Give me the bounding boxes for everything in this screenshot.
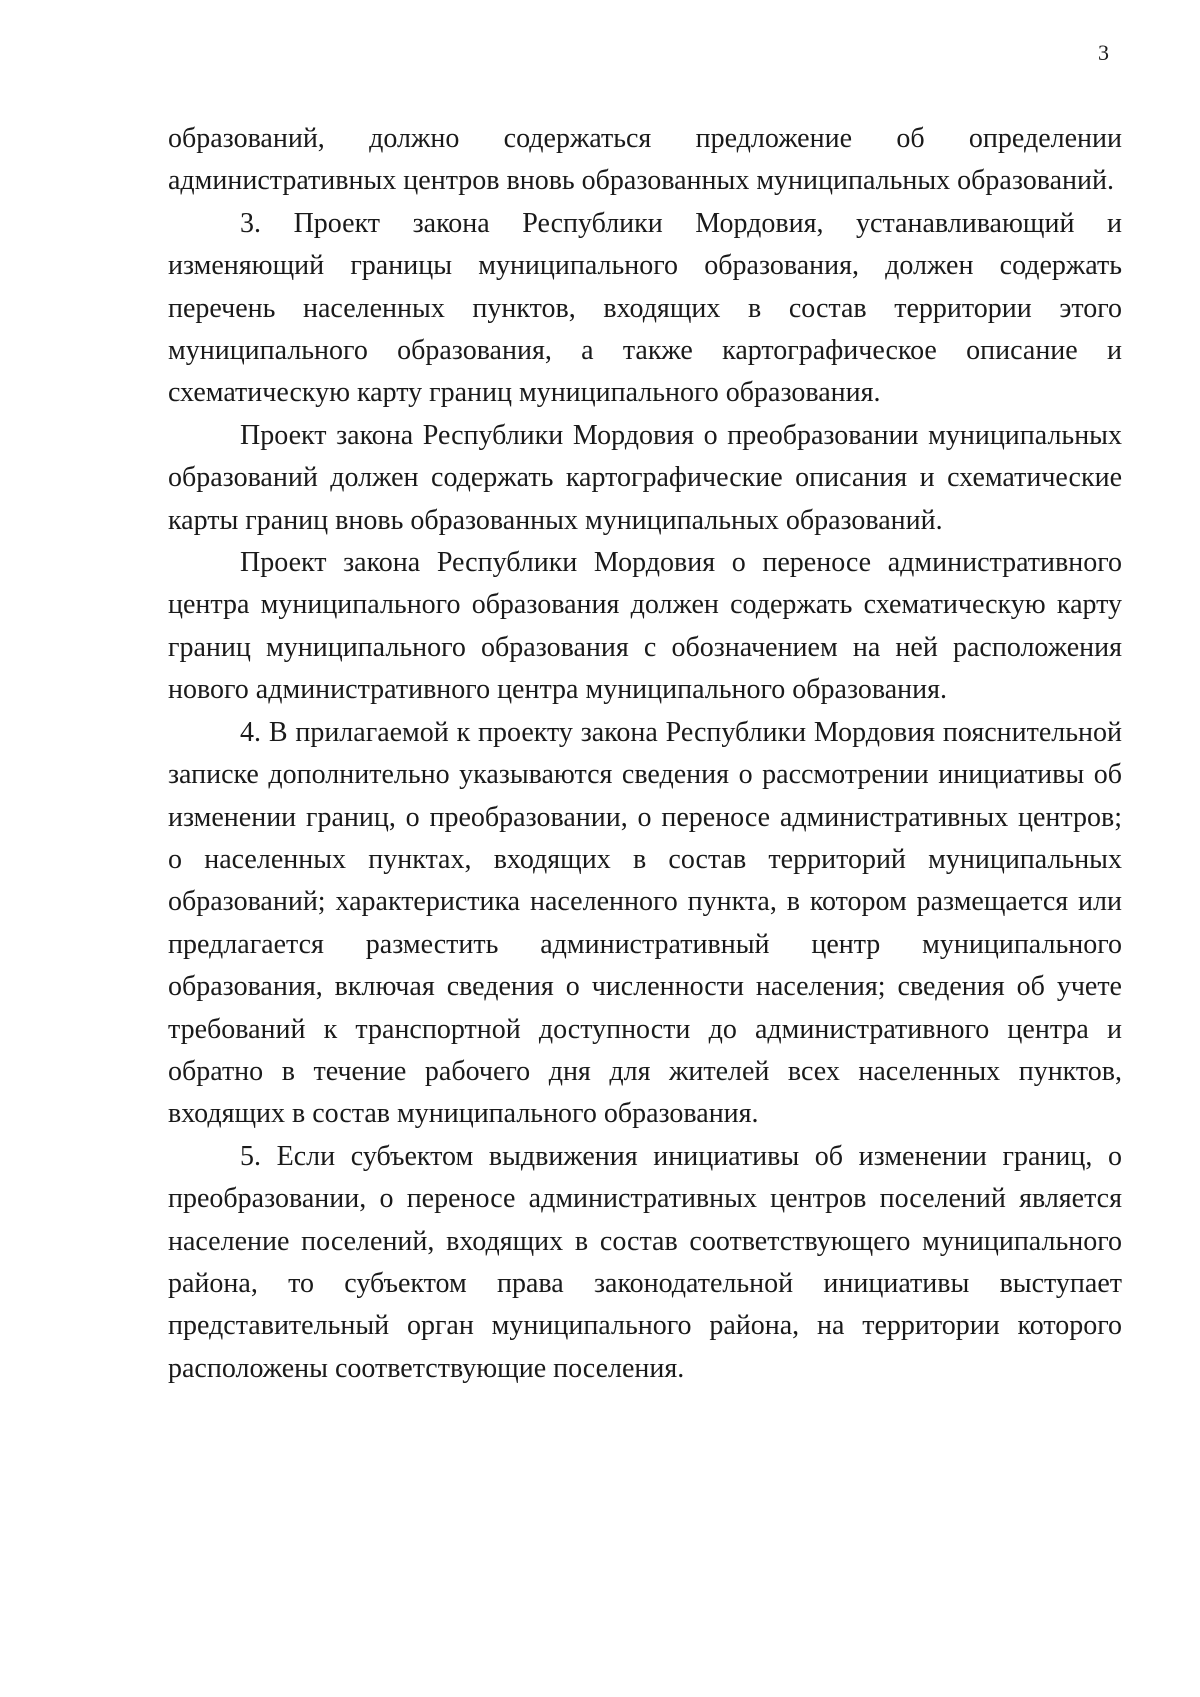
document-body [168,118,1122,1390]
paragraph-section-3: 3. Проект закона Республики Мордовия, устанавливающий и изменяющий границы муниципального образования, должен содержать перечень населенных пунктов, входящих в состав территории этого муниципального образования, а также картографическое описание и схематическую карту границ муниципального образования. [168,207,1122,409]
paragraph-section-5: 5. Если субъектом выдвижения инициативы об изменении границ, о преобразовании, о переносе административных центров поселений является население поселений, входящих в состав соответствующего муниципального района, то субъектом права законодательной инициативы выступает представительный орган муниципального района, на территории которого расположены соответствующие поселения. [168,1140,1122,1384]
page-number: 3 [1098,40,1109,65]
paragraph-admin-center-transfer: Проект закона Республики Мордовия о переносе административного центра муниципального образования должен содержать схематическую карту границ муниципального образования с обозначением на ней расположения нового административного центра муниципального образования. [168,547,1122,706]
paragraph-section-4: 4. В прилагаемой к проекту закона Республики Мордовия пояснительной записке дополнительно указываются сведения о рассмотрении инициативы об изменении границ, о преобразовании, о переносе административных центров; о населенных пунктах, входящих в состав территорий муниципальных образований; характеристика населенного пункта, в котором размещается или предлагается разместить административный центр муниципального образования, включая сведения о численности населения; сведения об учете требований к транспортной доступности до административного центра и обратно в течение рабочего дня для жителей всех населенных пунктов, входящих в состав муниципального образования. [168,716,1122,1130]
paragraph-transformation: Проект закона Республики Мордовия о преобразовании муниципальных образований должен содержать картографические описания и схематические карты границ вновь образованных муниципальных образований. [168,419,1122,536]
paragraph-continuation: образований, должно содержаться предложение об определении административных центров вновь образованных муниципальных образований. [168,123,1122,197]
